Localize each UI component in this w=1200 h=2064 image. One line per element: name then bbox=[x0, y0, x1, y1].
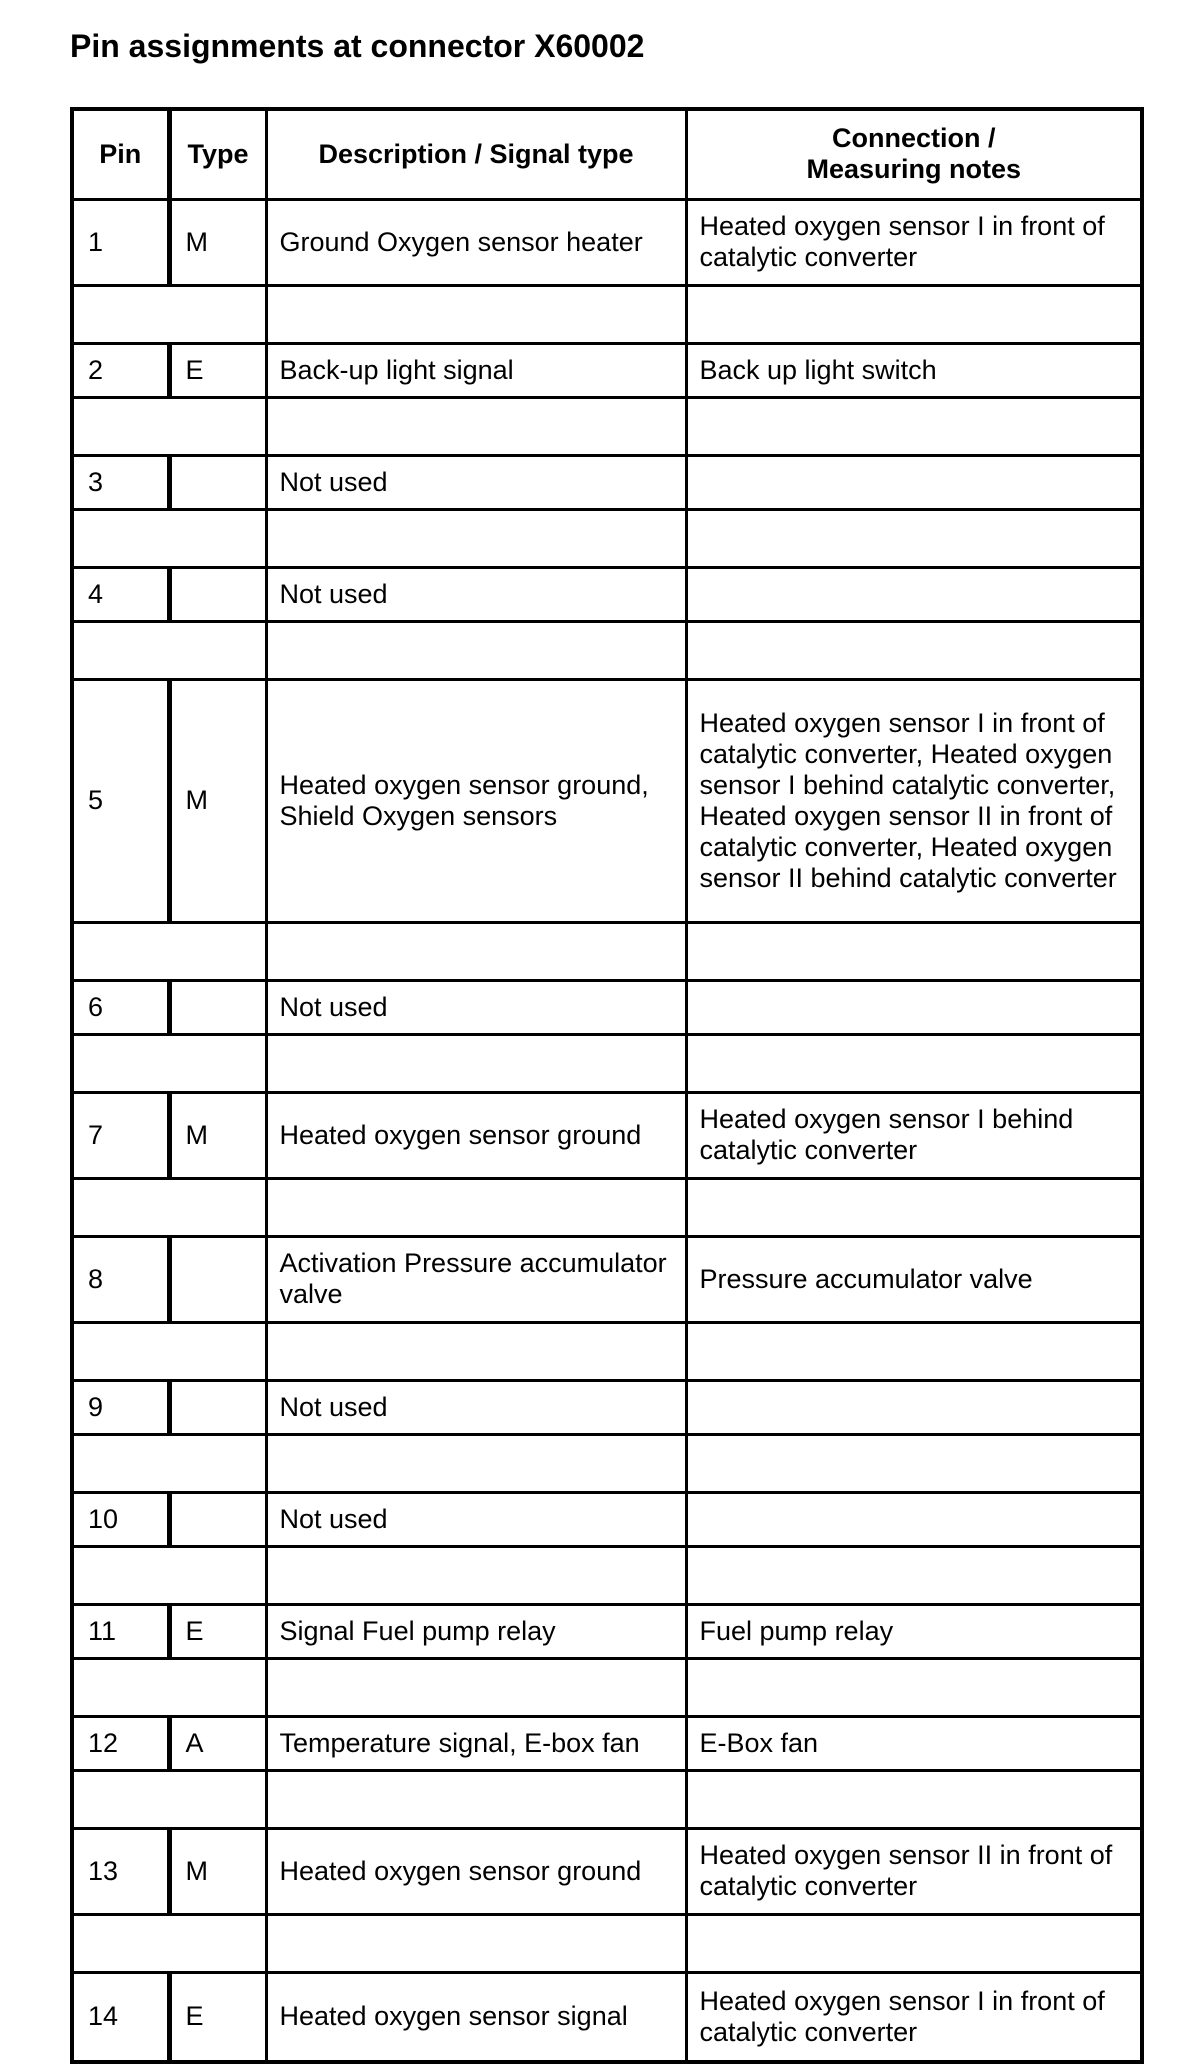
empty-cell bbox=[169, 922, 266, 980]
empty-cell bbox=[686, 1914, 1142, 1972]
empty-cell bbox=[266, 922, 686, 980]
empty-cell bbox=[266, 1914, 686, 1972]
spacer-row bbox=[72, 621, 1142, 679]
spacer-row bbox=[72, 1658, 1142, 1716]
connection-cell: Fuel pump relay bbox=[686, 1604, 1142, 1658]
description-cell: Not used bbox=[266, 1492, 686, 1546]
table-row bbox=[72, 199, 1142, 285]
empty-cell bbox=[72, 1034, 169, 1092]
empty-cell bbox=[169, 621, 266, 679]
empty-cell bbox=[169, 1034, 266, 1092]
connection-cell: Pressure accumulator valve bbox=[686, 1236, 1142, 1322]
connection-cell: Heated oxygen sensor I behind catalytic converter bbox=[686, 1092, 1142, 1178]
connection-cell: Heated oxygen sensor I in front of catalytic converter bbox=[686, 1972, 1142, 2062]
table-row bbox=[72, 1972, 1142, 2062]
type-cell bbox=[169, 567, 266, 621]
spacer-row bbox=[72, 1914, 1142, 1972]
pin-cell: 13 bbox=[72, 1828, 169, 1914]
pin-cell: 10 bbox=[72, 1492, 169, 1546]
description-cell: Temperature signal, E-box fan bbox=[266, 1716, 686, 1770]
spacer-row bbox=[72, 922, 1142, 980]
spacer-row bbox=[72, 1546, 1142, 1604]
pin-cell: 8 bbox=[72, 1236, 169, 1322]
empty-cell bbox=[686, 1770, 1142, 1828]
empty-cell bbox=[72, 1434, 169, 1492]
connection-cell: Heated oxygen sensor I in front of catalytic converter bbox=[686, 199, 1142, 285]
type-cell: A bbox=[169, 1716, 266, 1770]
description-cell: Not used bbox=[266, 980, 686, 1034]
spacer-row bbox=[72, 1034, 1142, 1092]
description-cell: Heated oxygen sensor signal bbox=[266, 1972, 686, 2062]
connection-cell bbox=[686, 567, 1142, 621]
pin-cell: 4 bbox=[72, 567, 169, 621]
header-connection bbox=[686, 109, 1142, 199]
description-cell: Heated oxygen sensor ground bbox=[266, 1828, 686, 1914]
empty-cell bbox=[266, 1658, 686, 1716]
empty-cell bbox=[72, 1178, 169, 1236]
table-row bbox=[72, 1236, 1142, 1322]
spacer-row bbox=[72, 397, 1142, 455]
description-cell: Heated oxygen sensor ground bbox=[266, 1092, 686, 1178]
empty-cell bbox=[72, 397, 169, 455]
empty-cell bbox=[686, 1546, 1142, 1604]
pin-cell: 6 bbox=[72, 980, 169, 1034]
empty-cell bbox=[72, 922, 169, 980]
type-cell bbox=[169, 1236, 266, 1322]
connection-cell bbox=[686, 455, 1142, 509]
pin-cell: 7 bbox=[72, 1092, 169, 1178]
empty-cell bbox=[169, 1914, 266, 1972]
type-cell bbox=[169, 455, 266, 509]
table-header-row bbox=[72, 109, 1142, 199]
header-type: Type bbox=[169, 109, 266, 199]
empty-cell bbox=[266, 509, 686, 567]
type-cell: E bbox=[169, 1972, 266, 2062]
table-row bbox=[72, 1604, 1142, 1658]
empty-cell bbox=[266, 1546, 686, 1604]
connection-cell bbox=[686, 1380, 1142, 1434]
pin-cell: 2 bbox=[72, 343, 169, 397]
connection-cell: Heated oxygen sensor II in front of catalytic converter bbox=[686, 1828, 1142, 1914]
description-cell: Activation Pressure accumulator valve bbox=[266, 1236, 686, 1322]
empty-cell bbox=[686, 285, 1142, 343]
header-description: Description / Signal type bbox=[266, 109, 686, 199]
type-cell bbox=[169, 980, 266, 1034]
header-connection-line2: Measuring notes bbox=[806, 154, 1022, 185]
table-row bbox=[72, 343, 1142, 397]
type-cell bbox=[169, 1380, 266, 1434]
description-cell: Not used bbox=[266, 455, 686, 509]
empty-cell bbox=[686, 1034, 1142, 1092]
description-cell: Back-up light signal bbox=[266, 343, 686, 397]
pin-cell: 3 bbox=[72, 455, 169, 509]
pin-cell: 1 bbox=[72, 199, 169, 285]
empty-cell bbox=[686, 1322, 1142, 1380]
table-row bbox=[72, 1380, 1142, 1434]
empty-cell bbox=[72, 1914, 169, 1972]
table-row bbox=[72, 567, 1142, 621]
type-cell: M bbox=[169, 199, 266, 285]
empty-cell bbox=[169, 285, 266, 343]
spacer-row bbox=[72, 509, 1142, 567]
type-cell: E bbox=[169, 1604, 266, 1658]
table-row bbox=[72, 1828, 1142, 1914]
connection-cell: E-Box fan bbox=[686, 1716, 1142, 1770]
empty-cell bbox=[266, 1034, 686, 1092]
empty-cell bbox=[266, 1770, 686, 1828]
header-connection-line1: Connection / bbox=[832, 123, 996, 154]
pin-assignment-table bbox=[70, 107, 1144, 2064]
connection-cell: Heated oxygen sensor I in front of catalytic converter, Heated oxygen sensor I behind catalytic converter, Heated oxygen sensor II in front of catalytic converter, Heated oxygen sensor II behind catalytic converter bbox=[686, 679, 1142, 922]
table-row bbox=[72, 455, 1142, 509]
table-row bbox=[72, 1092, 1142, 1178]
empty-cell bbox=[266, 397, 686, 455]
empty-cell bbox=[72, 1546, 169, 1604]
empty-cell bbox=[169, 1546, 266, 1604]
empty-cell bbox=[72, 1322, 169, 1380]
spacer-row bbox=[72, 1178, 1142, 1236]
empty-cell bbox=[686, 1434, 1142, 1492]
empty-cell bbox=[686, 1658, 1142, 1716]
empty-cell bbox=[169, 509, 266, 567]
empty-cell bbox=[72, 285, 169, 343]
empty-cell bbox=[686, 397, 1142, 455]
type-cell bbox=[169, 1492, 266, 1546]
spacer-row bbox=[72, 1434, 1142, 1492]
empty-cell bbox=[266, 1178, 686, 1236]
empty-cell bbox=[169, 397, 266, 455]
spacer-row bbox=[72, 1322, 1142, 1380]
empty-cell bbox=[72, 1658, 169, 1716]
description-cell: Signal Fuel pump relay bbox=[266, 1604, 686, 1658]
pin-cell: 11 bbox=[72, 1604, 169, 1658]
pin-cell: 9 bbox=[72, 1380, 169, 1434]
description-cell: Heated oxygen sensor ground, Shield Oxygen sensors bbox=[266, 679, 686, 922]
table-row bbox=[72, 980, 1142, 1034]
connection-cell bbox=[686, 1492, 1142, 1546]
table-row bbox=[72, 679, 1142, 922]
type-cell: M bbox=[169, 1092, 266, 1178]
type-cell: M bbox=[169, 679, 266, 922]
empty-cell bbox=[266, 285, 686, 343]
connection-cell bbox=[686, 980, 1142, 1034]
spacer-row bbox=[72, 285, 1142, 343]
empty-cell bbox=[686, 621, 1142, 679]
table-body bbox=[72, 199, 1142, 2062]
table-row bbox=[72, 1492, 1142, 1546]
empty-cell bbox=[72, 1770, 169, 1828]
empty-cell bbox=[169, 1178, 266, 1236]
type-cell: E bbox=[169, 343, 266, 397]
empty-cell bbox=[169, 1322, 266, 1380]
empty-cell bbox=[266, 1434, 686, 1492]
table-row bbox=[72, 1716, 1142, 1770]
empty-cell bbox=[72, 621, 169, 679]
type-cell: M bbox=[169, 1828, 266, 1914]
pin-cell: 5 bbox=[72, 679, 169, 922]
description-cell: Not used bbox=[266, 567, 686, 621]
empty-cell bbox=[169, 1658, 266, 1716]
header-pin: Pin bbox=[72, 109, 169, 199]
pin-cell: 14 bbox=[72, 1972, 169, 2062]
empty-cell bbox=[686, 509, 1142, 567]
empty-cell bbox=[266, 621, 686, 679]
pin-cell: 12 bbox=[72, 1716, 169, 1770]
empty-cell bbox=[169, 1434, 266, 1492]
empty-cell bbox=[72, 509, 169, 567]
spacer-row bbox=[72, 1770, 1142, 1828]
page-title: Pin assignments at connector X60002 bbox=[70, 28, 645, 64]
description-cell: Ground Oxygen sensor heater bbox=[266, 199, 686, 285]
connection-cell: Back up light switch bbox=[686, 343, 1142, 397]
empty-cell bbox=[686, 922, 1142, 980]
empty-cell bbox=[266, 1322, 686, 1380]
empty-cell bbox=[169, 1770, 266, 1828]
empty-cell bbox=[686, 1178, 1142, 1236]
description-cell: Not used bbox=[266, 1380, 686, 1434]
